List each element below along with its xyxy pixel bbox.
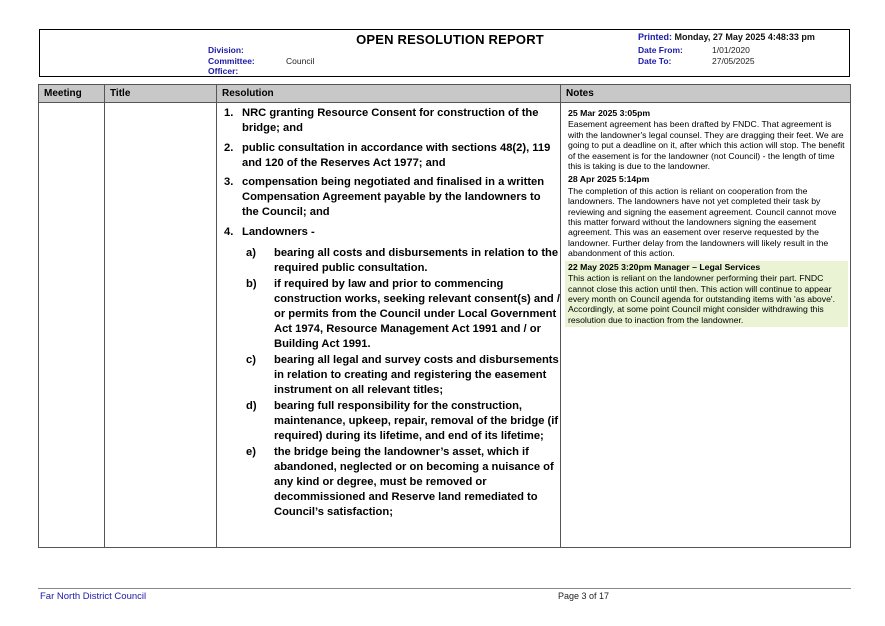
item-number: 2. [224, 141, 234, 154]
sub-item-text: bearing all legal and survey costs and disbursements in relation to creating and registering the easement instrument on all relevant titles; [274, 353, 559, 396]
item-number: 1. [224, 107, 234, 119]
note-text: Easement agreement has been drafted by FNDC. That agreement is with the landowner's legal counsel. They are dragging their feet. We are going to put a deadline on it, after which this action will stop. The benefit of the easement is for the landowner (not Council) - the length of time this is taking is due to the landowner. [568, 119, 845, 172]
resolution-item [222, 225, 560, 240]
sub-item-letter: a) [246, 246, 256, 259]
sub-item-letter: e) [246, 445, 256, 458]
note-entry-highlighted [565, 261, 848, 327]
item-text: Landowners - [242, 225, 315, 238]
column-header-notes: Notes [561, 85, 850, 103]
resolution-item [222, 106, 560, 136]
page-number: Page 3 of 17 [558, 591, 610, 601]
sub-item [222, 353, 560, 398]
date-range [638, 45, 755, 66]
item-number: 4. [224, 225, 234, 238]
resolution-item [222, 141, 560, 171]
column-header-title: Title [105, 85, 217, 103]
report-title: OPEN RESOLUTION REPORT [356, 32, 544, 47]
column-header-resolution: Resolution [217, 85, 561, 103]
division-label: Division: [208, 45, 244, 55]
sub-item-text: if required by law and prior to commencing construction works, seeking relevant consent(s) and / or permits from the Council under Local Government Act 1974, Resource Management Act 1991 and / or Building Act 1991. [274, 277, 560, 350]
filter-labels [208, 45, 255, 77]
committee-value: Council [286, 56, 315, 66]
footer-divider [38, 588, 851, 589]
item-text: compensation being negotiated and finalised in a written Compensation Agreement payable by the landowners to the Council; and [242, 176, 545, 218]
footer-organisation: Far North District Council [40, 591, 147, 602]
printed-label: Printed: [638, 32, 673, 42]
landowner-sub-items [222, 246, 560, 520]
column-header-meeting: Meeting [39, 85, 105, 103]
resolution-item [222, 175, 560, 220]
resolution-text [222, 106, 560, 520]
item-text: NRC granting Resource Consent for construction of the bridge; and [242, 107, 539, 134]
note-entry [565, 107, 848, 173]
column-divider [104, 85, 105, 547]
sub-item-text: bearing full responsibility for the construction, maintenance, upkeep, repair, removal of the bridge (if required) during its lifetime, and end of its lifetime; [274, 399, 559, 442]
sub-item [222, 277, 560, 352]
printed-value: Monday, 27 May 2025 4:48:33 pm [674, 32, 815, 42]
date-from-label: Date From: [638, 45, 683, 55]
report-header [39, 29, 850, 77]
committee-label: Committee: [208, 55, 255, 66]
sub-item-letter: b) [246, 277, 257, 290]
sub-item [222, 399, 560, 444]
note-entry [565, 173, 848, 260]
sub-item-letter: c) [246, 353, 256, 366]
sub-item-text: the bridge being the landowner’s asset, which if abandoned, neglected or on becoming a nuisance of any kind or degree, must be removed or decommissioned and Reserve land remediated to Council’s satisfaction; [274, 445, 554, 518]
sub-item [222, 246, 560, 276]
note-text: The completion of this action is reliant on cooperation from the landowners. The landowners have not yet completed their task by reviewing and signing the easement agreement. Council cannot move this matter forward without the landowners signing the easement agreement. This was an easement over reserve requested by the landowner. Further delay from the landowners will likely result in the abandonment of this action. [568, 185, 837, 259]
notes-column [565, 107, 848, 327]
date-to-value: 27/05/2025 [712, 55, 755, 66]
item-number: 3. [224, 176, 234, 188]
date-to-label: Date To: [638, 55, 672, 66]
sub-item [222, 445, 560, 520]
note-text: This action is reliant on the landowner performing their part. FNDC cannot close this action until then. This action will continue to appear every month on Council agenda for outstanding items with 'as above'. Accordingly, at some point Council might consider withdrawing this resolution due to inaction from the landowner. [568, 273, 835, 325]
note-date: 22 May 2025 3:20pm Manager – Legal Services [568, 261, 761, 272]
note-date: 28 Apr 2025 5:14pm [568, 174, 650, 185]
printed-info [638, 32, 815, 42]
item-text: public consultation in accordance with sections 48(2), 119 and 120 of the Reserves Act 1977; and [242, 141, 551, 169]
column-divider [560, 85, 561, 547]
officer-label: Officer: [208, 66, 239, 76]
resolution-table [38, 84, 851, 548]
sub-item-text: bearing all costs and disbursements in relation to the required public consultation. [274, 246, 559, 274]
date-from-value: 1/01/2020 [712, 45, 750, 55]
column-divider [216, 85, 217, 547]
sub-item-letter: d) [246, 399, 257, 412]
note-date: 25 Mar 2025 3:05pm [568, 108, 651, 118]
